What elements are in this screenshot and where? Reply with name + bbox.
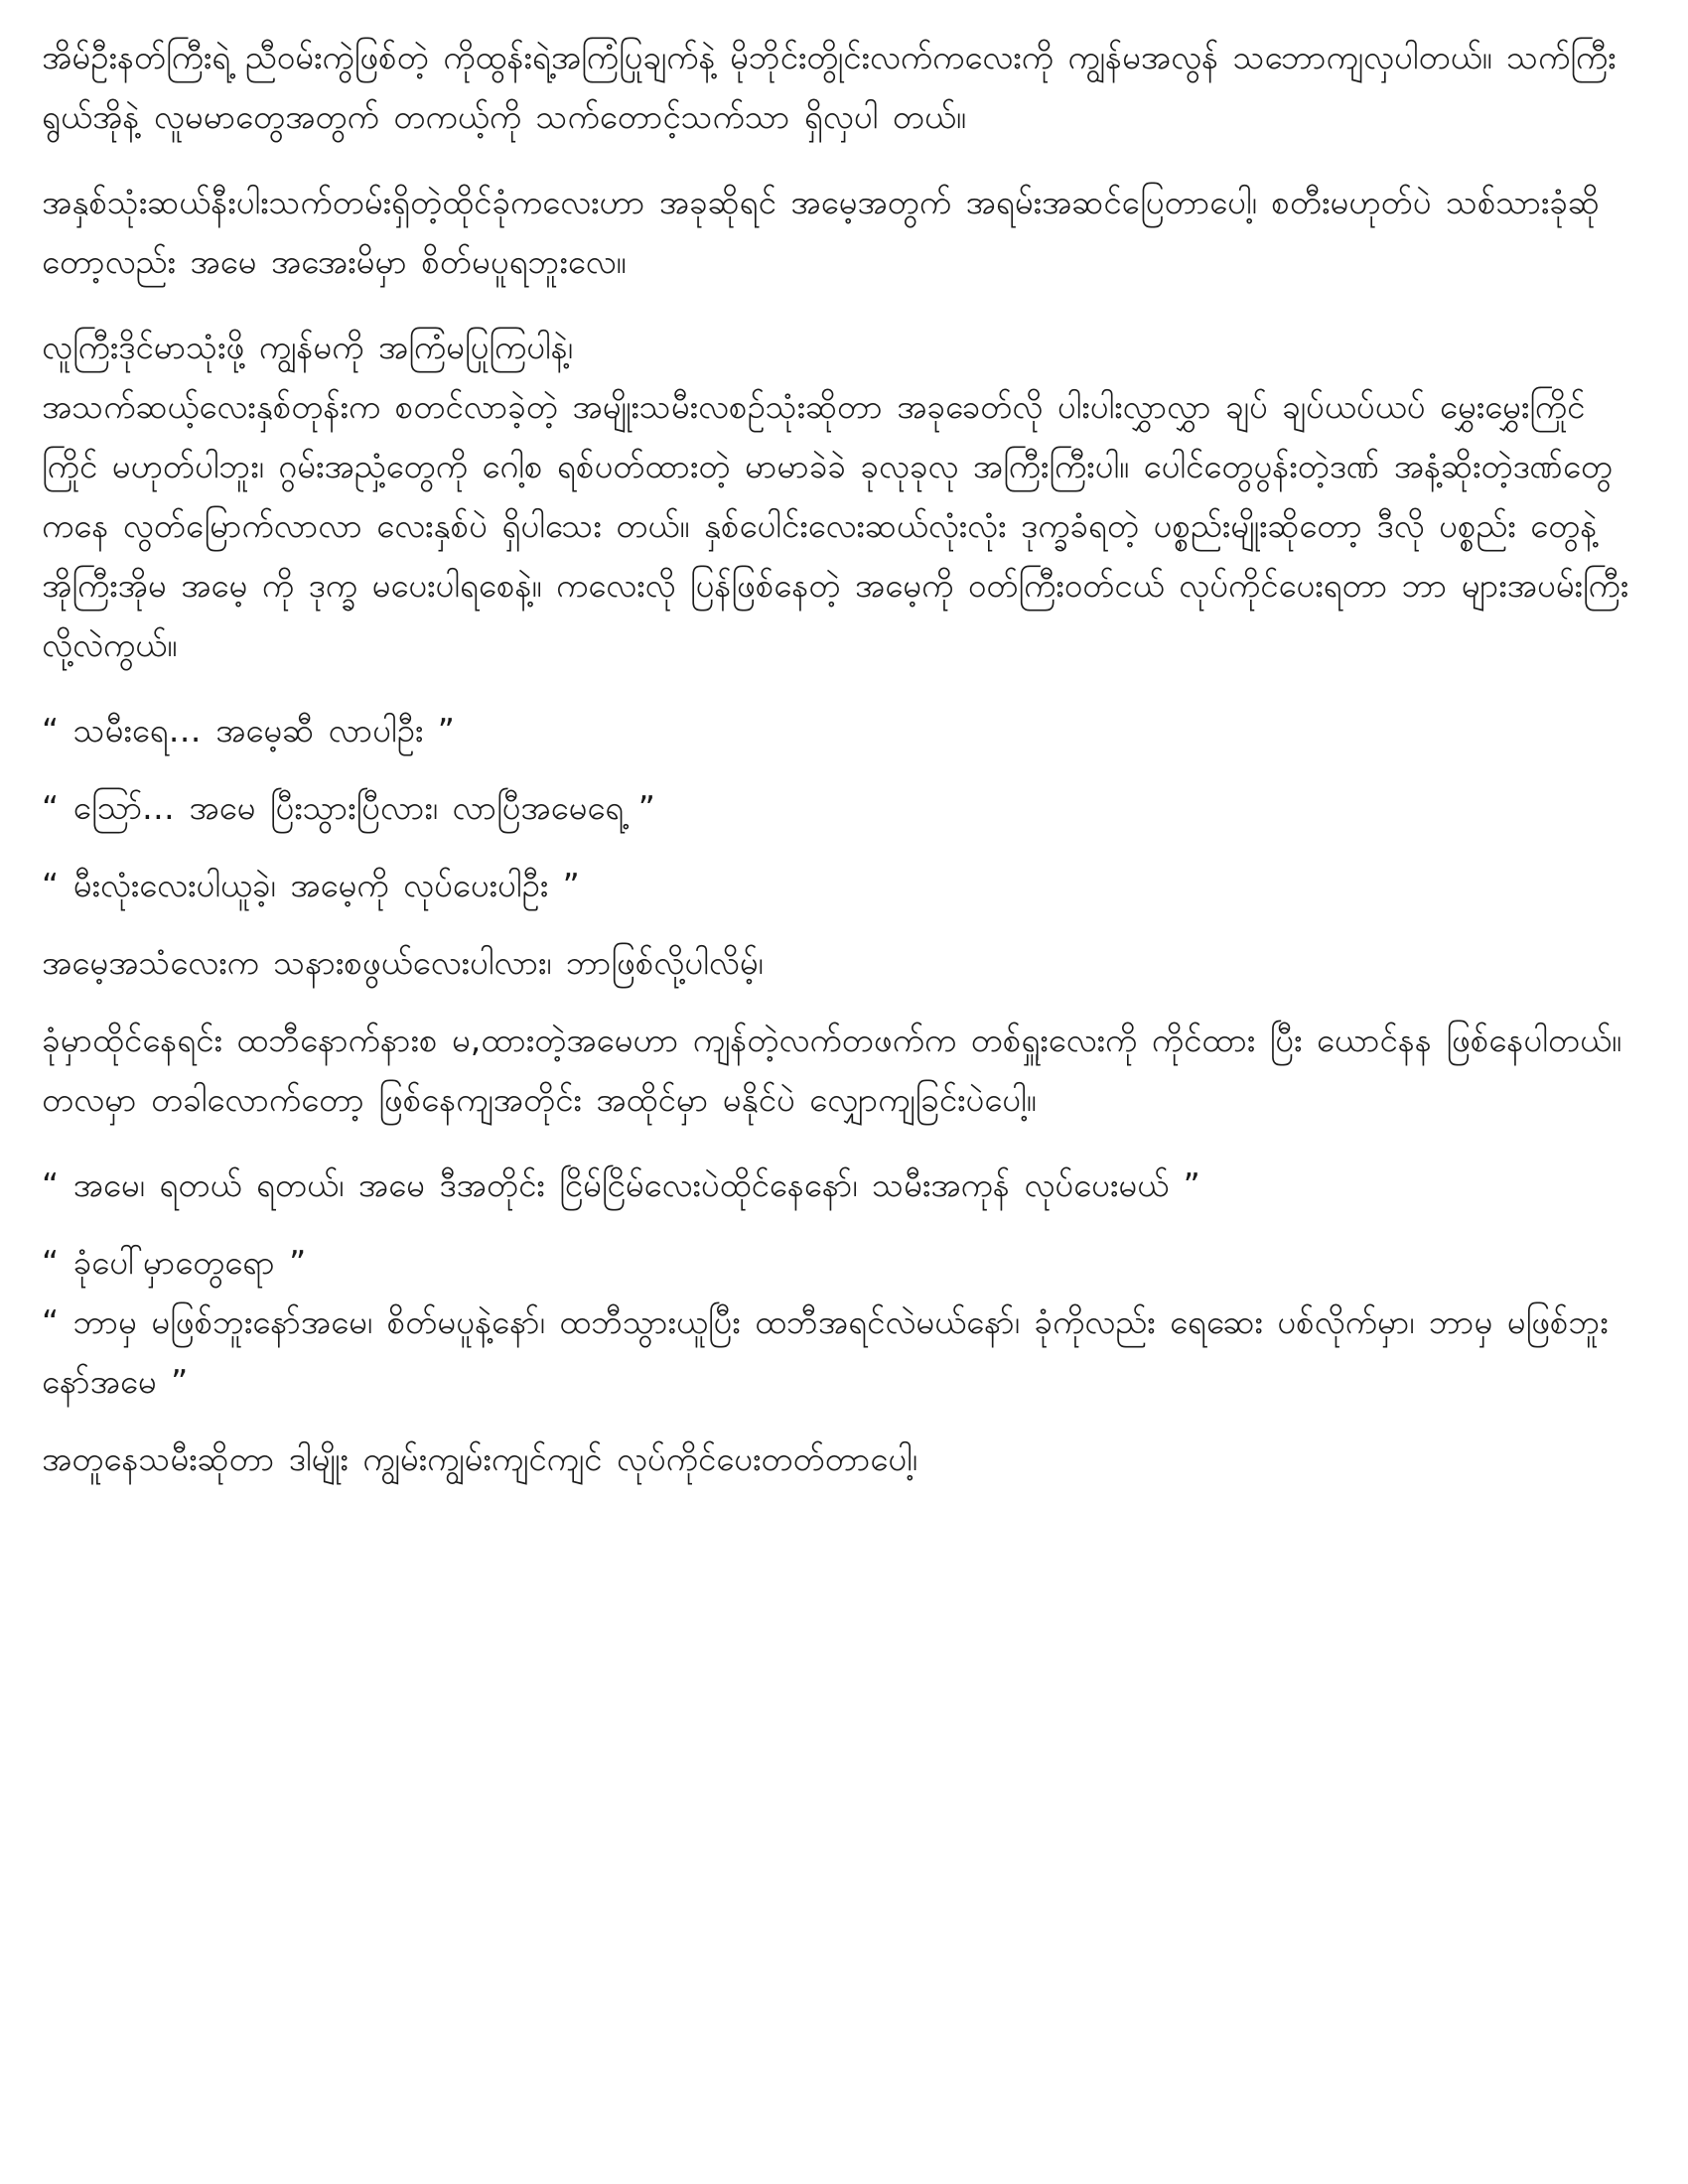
document-page <box>42 28 1630 1489</box>
dialogue-line: “ အမေ၊ ရတယ် ရတယ်၊ အမေ ဒီအတိုင်း ငြိမ်ငြိမ်လေးပဲထိုင်နေနော်၊ သမီးအကုန် လုပ်ပေးမယ် ” <box>42 1165 1200 1204</box>
dialogue-line: “ ဘာမှ မဖြစ်ဘူးနော်အမေ၊ စိတ်မပူနဲ့နော်၊ ထဘီသွားယူပြီး ထဘီအရင်လဲမယ်နော်၊ ခုံကိုလည်း ရေဆေး ပစ်လိုက်မှာ၊ ဘာမှ မဖြစ်ဘူးနော်အမေ ” <box>42 1302 1609 1401</box>
dialogue-line: “ မီးလုံးလေးပါယူခဲ့၊ အမေ့ကို လုပ်ပေးပါဦး ” <box>42 866 580 904</box>
paragraph-closing: အတူနေသမီးဆိုတာ ဒါမျိုး ကျွမ်းကျွမ်းကျင်ကျင် လုပ်ကိုင်ပေးတတ်တာပေါ့၊ <box>42 1439 917 1478</box>
paragraph-memory: အသက်ဆယ့်လေးနှစ်တုန်းက စတင်လာခဲ့တဲ့ အမျိုးသမီးလစဉ်သုံးဆိုတာ အခုခေတ်လို ပါးပါးလွှာလွှာ ချပ် ချပ်ယပ်ယပ် မွှေးမွှေးကြိုင်ကြိုင် မဟုတ်ပါဘူး၊ ဂွမ်းအညှံ့တွေကို ဂေါ့စ ရစ်ပတ်ထားတဲ့ မာမာခဲခဲ ခုလုခုလု အကြီးကြီးပါ။ ပေါင်တွေပွန်းတဲ့ဒဏ် အနံ့ဆိုးတဲ့ဒဏ်တွေကနေ လွတ်မြောက်လာလာ လေးနှစ်ပဲ ရှိပါသေး တယ်။ နှစ်ပေါင်းလေးဆယ်လုံးလုံး ဒုက္ခခံရတဲ့ ပစ္စည်းမျိုးဆိုတော့ ဒီလို ပစ္စည်း တွေနဲ့ အိုကြီးအိုမ အမေ့ ကို ဒုက္ခ မပေးပါရစေနဲ့။ ကလေးလို ပြန်ဖြစ်နေတဲ့ အမေ့ကို ဝတ်ကြီးဝတ်ငယ် လုပ်ကိုင်ပေးရတာ ဘာ များအပမ်းကြီးလို့လဲကွယ်။ <box>42 387 1629 664</box>
dialogue-line: “ ခုံပေါ်မှာတွေရော ” <box>42 1243 307 1282</box>
dialogue-line: “ သမီးရေ… အမေ့ဆီ လာပါဦး ” <box>42 711 455 750</box>
paragraph-chair: အနှစ်သုံးဆယ်နီးပါးသက်တမ်းရှိတဲ့ထိုင်ခုံကလေးဟာ အခုဆိုရင် အမေ့အတွက် အရမ်းအဆင်ပြေတာပေါ့၊ စတီးမဟုတ်ပဲ သစ်သားခုံဆိုတော့လည်း အမေ အအေးမိမှာ စိတ်မပူရဘူးလေ။ <box>42 183 1600 281</box>
paragraph-intro: အိမ်ဦးနတ်ကြီးရဲ့ ညီဝမ်းကွဲဖြစ်တဲ့ ကိုထွန်းရဲ့အကြံပြုချက်နဲ့ မိုဘိုင်းတွိုင်းလက်ကလေးကို ကျွန်မအလွန် သဘောကျလှပါတယ်။ သက်ကြီးရွယ်အိုနဲ့ လူမမာတွေအတွက် တကယ့်ကို သက်တောင့်သက်သာ ရှိလှပါ တယ်။ <box>42 38 1617 136</box>
dialogue-line: “ ဪ… အမေ ပြီးသွားပြီလား၊ လာပြီအမေရေ့ ” <box>42 788 655 827</box>
paragraph-advice: လူကြီးဒိုင်မာသုံးဖို့ ကျွန်မကို အကြံမပြုကြပါနဲ့၊ <box>42 328 573 366</box>
paragraph-seated: ခုံမှာထိုင်နေရင်း ထဘီနောက်နားစ မ,ထားတဲ့အမေဟာ ကျန်တဲ့လက်တဖက်က တစ်ရှူးလေးကို ကိုင်ထား ပြီး ယောင်နန ဖြစ်နေပါတယ်။ တလမှာ တခါလောက်တော့ ဖြစ်နေကျအတိုင်း အထိုင်မှာ မနိုင်ပဲ လျှောကျခြင်းပဲပေါ့။ <box>42 1021 1621 1119</box>
paragraph-mother-voice: အမေ့အသံလေးက သနားစဖွယ်လေးပါလား၊ ဘာဖြစ်လို့ပါလိမ့်၊ <box>42 943 764 982</box>
